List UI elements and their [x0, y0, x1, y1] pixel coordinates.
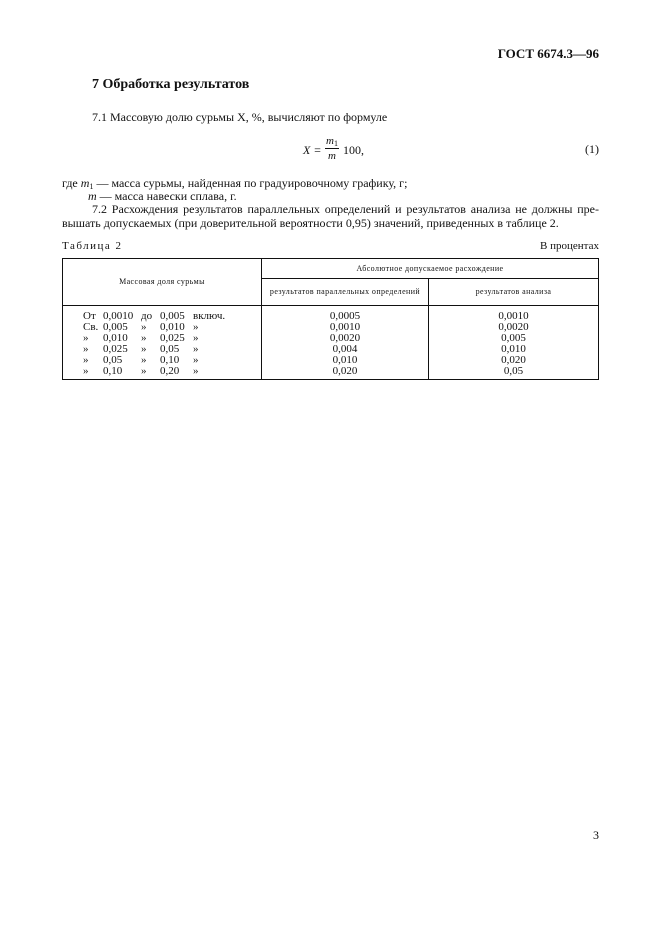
- table-cell: 0,020: [332, 365, 358, 377]
- table-cell: 0,010: [332, 354, 358, 366]
- range-row: » 0,025 » 0,05 »: [83, 343, 199, 355]
- table-body-row: [63, 306, 599, 380]
- table-cell: 0,0010: [498, 310, 529, 322]
- parallel-values: [262, 306, 429, 380]
- header-analysis: результатов анализа: [429, 279, 599, 306]
- table-cell: 0,05: [503, 365, 524, 377]
- section-title: 7 Обработка результатов: [92, 77, 250, 92]
- paragraph-7-2-line-1: 7.2 Расхождения результатов параллельных определений и результатов анализа не должны пре-: [92, 202, 599, 216]
- formula-tail: 100,: [343, 143, 364, 157]
- paragraph-7-1: 7.1 Массовую долю сурьмы X, %, вычисляют по формуле: [92, 110, 388, 124]
- fraction-bar: [325, 148, 339, 149]
- tolerance-table: [62, 258, 599, 380]
- formula-fraction: [325, 135, 339, 162]
- table-unit: В процентах: [540, 240, 599, 252]
- where-line-1: где m1 — масса сурьмы, найденная по градуировочному графику, г;: [62, 176, 408, 191]
- table-cell: 0,0010: [329, 321, 361, 333]
- page-number: 3: [593, 828, 599, 842]
- table-cell: 0,0020: [498, 321, 529, 333]
- header-parallel: результатов параллельных определений: [262, 279, 429, 306]
- paragraph-7-2-line-2: вышать допускаемых (при доверительной вероятности 0,95) значений, приведенных в таблице 2.: [62, 216, 559, 230]
- formula: [303, 135, 383, 167]
- table-cell: 0,010: [501, 343, 526, 355]
- range-row: » 0,05 » 0,10 »: [83, 354, 199, 366]
- paragraph-7-2: [62, 202, 599, 230]
- table-label: Таблица 2: [62, 240, 123, 252]
- range-row: Св. 0,005 » 0,010 »: [83, 321, 199, 333]
- table-cell: 0,005: [501, 332, 526, 344]
- where-line-2: m — масса навески сплава, г.: [88, 189, 237, 203]
- mass-ranges: [63, 306, 262, 380]
- range-row: » 0,010 » 0,025 »: [83, 332, 199, 344]
- formula-numerator: m1: [326, 135, 338, 148]
- table-cell: 0,020: [501, 354, 526, 366]
- range-row: От 0,0010 до 0,005 включ.: [83, 310, 226, 322]
- formula-lhs: X =: [303, 143, 322, 157]
- table-cell: 0,0005: [329, 310, 361, 322]
- equation-number: (1): [585, 142, 599, 156]
- analysis-values: [429, 306, 599, 380]
- header-abs-discrepancy: Абсолютное допускаемое расхождение: [262, 259, 599, 279]
- formula-denominator: m: [328, 150, 336, 162]
- table-cell: 0,0020: [329, 332, 361, 344]
- header-mass-fraction: Массовая доля сурьмы: [63, 259, 262, 306]
- table-cell: 0,004: [332, 343, 358, 355]
- range-row: » 0,10 » 0,20 »: [83, 365, 199, 377]
- standard-number: ГОСТ 6674.3—96: [497, 46, 599, 61]
